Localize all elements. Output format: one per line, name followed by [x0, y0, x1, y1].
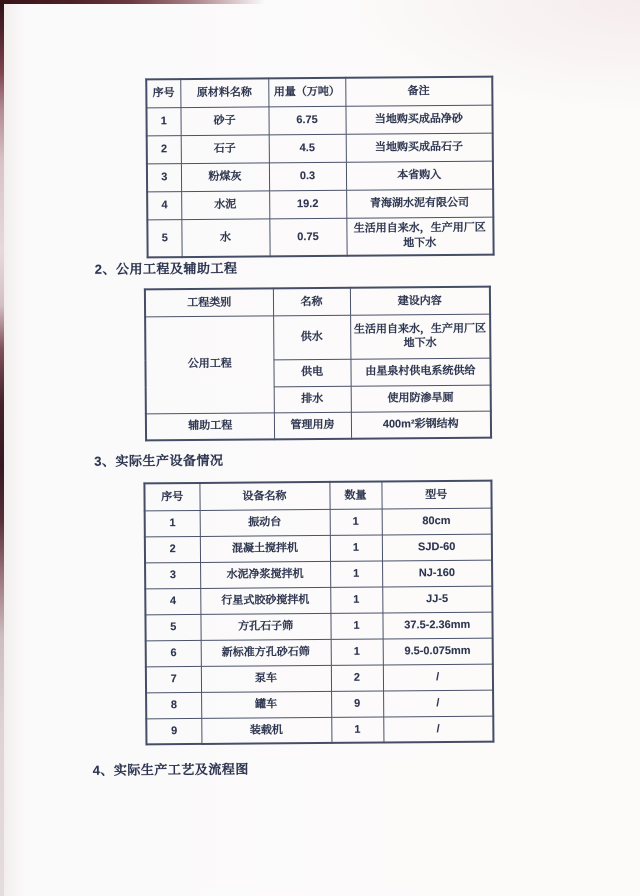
table-cell: 1	[331, 717, 383, 743]
column-header: 序号	[144, 483, 199, 510]
table-cell: 泵车	[201, 665, 331, 692]
table-cell: 罐车	[201, 691, 331, 718]
table-cell: /	[383, 716, 493, 743]
table-cell: 供电	[273, 359, 350, 387]
table-row	[146, 105, 492, 136]
table-cell: 管理用房	[274, 412, 351, 440]
table-cell: 9	[146, 718, 201, 744]
column-header: 序号	[146, 79, 180, 107]
table-cell: 排水	[274, 386, 351, 413]
section-heading-equipment: 3、实际生产设备情况	[94, 452, 224, 469]
table-cell: NJ-160	[382, 560, 492, 587]
table-cell: 水泥净浆搅拌机	[200, 561, 330, 588]
table-cell: 使用防渗旱厕	[351, 385, 491, 412]
table-row	[147, 161, 493, 192]
table-row	[145, 560, 492, 589]
equipment-table	[143, 480, 494, 746]
table-cell: 混凝土搅拌机	[200, 535, 330, 562]
scan-binding-edge-top	[0, 0, 265, 4]
table-row	[147, 217, 493, 258]
table-cell: 行星式胶砂搅拌机	[200, 587, 330, 614]
category-cell: 辅助工程	[146, 412, 274, 440]
table-cell: 4.5	[269, 134, 346, 163]
table-cell: 石子	[181, 134, 269, 163]
table-cell: 2	[331, 665, 383, 691]
table-cell: 0.75	[269, 218, 346, 257]
table-cell: 2	[145, 536, 200, 562]
table-cell: 1	[145, 510, 200, 536]
table-header-row	[144, 481, 491, 511]
utilities-table	[144, 286, 492, 442]
table-cell: 9.5-0.075mm	[383, 638, 493, 665]
table-cell: 砂子	[180, 106, 268, 135]
category-cell: 公用工程	[145, 315, 274, 413]
table-cell: 6.75	[268, 106, 345, 135]
section-heading-process-flow: 4、实际生产工艺及流程图	[92, 761, 249, 778]
table-cell: 青海湖水泥有限公司	[346, 189, 493, 218]
table-cell: 1	[330, 587, 382, 613]
column-header: 设备名称	[199, 482, 329, 510]
column-header: 原材料名称	[180, 78, 268, 107]
table-cell: 当地购买成品净砂	[345, 105, 492, 134]
table-cell: 装载机	[201, 717, 331, 744]
table-row	[147, 133, 493, 164]
table-cell: 新标准方孔砂石筛	[201, 639, 331, 666]
table-row	[146, 716, 493, 745]
scan-binding-edge-left	[0, 0, 4, 896]
table-header-row	[146, 77, 492, 108]
table-cell: 本省购入	[346, 161, 493, 190]
table-cell: 1	[330, 613, 382, 639]
column-header: 用量（万吨）	[268, 78, 345, 107]
table-cell: 振动台	[200, 509, 330, 536]
table-cell: 粉煤灰	[181, 162, 269, 191]
table-cell: 1	[330, 509, 382, 535]
table-row	[146, 411, 491, 441]
table-cell: JJ-5	[382, 586, 492, 613]
table-cell: 400m²彩钢结构	[351, 411, 491, 439]
table-row	[145, 586, 492, 615]
table-cell: 水	[181, 218, 269, 257]
table-cell: 0.3	[269, 162, 346, 191]
table-cell: 1	[330, 535, 382, 561]
table-cell: /	[383, 690, 493, 717]
table-cell: 4	[145, 588, 200, 614]
table-row	[146, 664, 493, 693]
table-cell: 6	[146, 640, 201, 666]
table-cell: 生活用自来水，生产用厂区地下水	[350, 314, 490, 359]
table-cell: 4	[147, 191, 181, 219]
table-row	[145, 508, 492, 537]
column-header: 建设内容	[350, 287, 490, 315]
table-cell: 生活用自来水，生产用厂区地下水	[346, 217, 493, 256]
table-cell: 19.2	[269, 190, 346, 219]
column-header: 工程类别	[145, 288, 273, 316]
table-row	[147, 189, 493, 220]
table-cell: /	[383, 664, 493, 691]
table-row	[145, 314, 490, 361]
table-cell: 1	[330, 561, 382, 587]
table-row	[145, 612, 492, 641]
table-cell: SJD-60	[382, 534, 492, 561]
column-header: 备注	[345, 77, 492, 106]
table-cell: 80cm	[382, 508, 492, 535]
table-header-row	[145, 287, 490, 317]
table-cell: 1	[331, 639, 383, 665]
table-cell: 2	[147, 135, 181, 163]
section-heading-utilities: 2、公用工程及辅助工程	[94, 260, 238, 277]
table-row	[146, 690, 493, 719]
table-cell: 1	[146, 107, 180, 135]
table-row	[145, 534, 492, 563]
table-cell: 3	[145, 562, 200, 588]
table-cell: 9	[331, 691, 383, 717]
column-header: 名称	[273, 288, 350, 316]
table-cell: 8	[146, 692, 201, 718]
table-cell: 7	[146, 666, 201, 692]
table-cell: 5	[147, 219, 181, 257]
table-cell: 由星泉村供电系统供给	[350, 358, 490, 386]
table-cell: 方孔石子筛	[200, 613, 330, 640]
table-cell: 37.5-2.36mm	[382, 612, 492, 639]
table-cell: 5	[145, 614, 200, 640]
materials-table	[145, 76, 494, 259]
column-header: 数量	[329, 482, 381, 509]
column-header: 型号	[381, 481, 491, 509]
table-cell: 水泥	[181, 190, 269, 219]
table-cell: 供水	[273, 315, 350, 360]
table-cell: 当地购买成品石子	[346, 133, 493, 162]
table-row	[146, 638, 493, 667]
table-cell: 3	[147, 163, 181, 191]
